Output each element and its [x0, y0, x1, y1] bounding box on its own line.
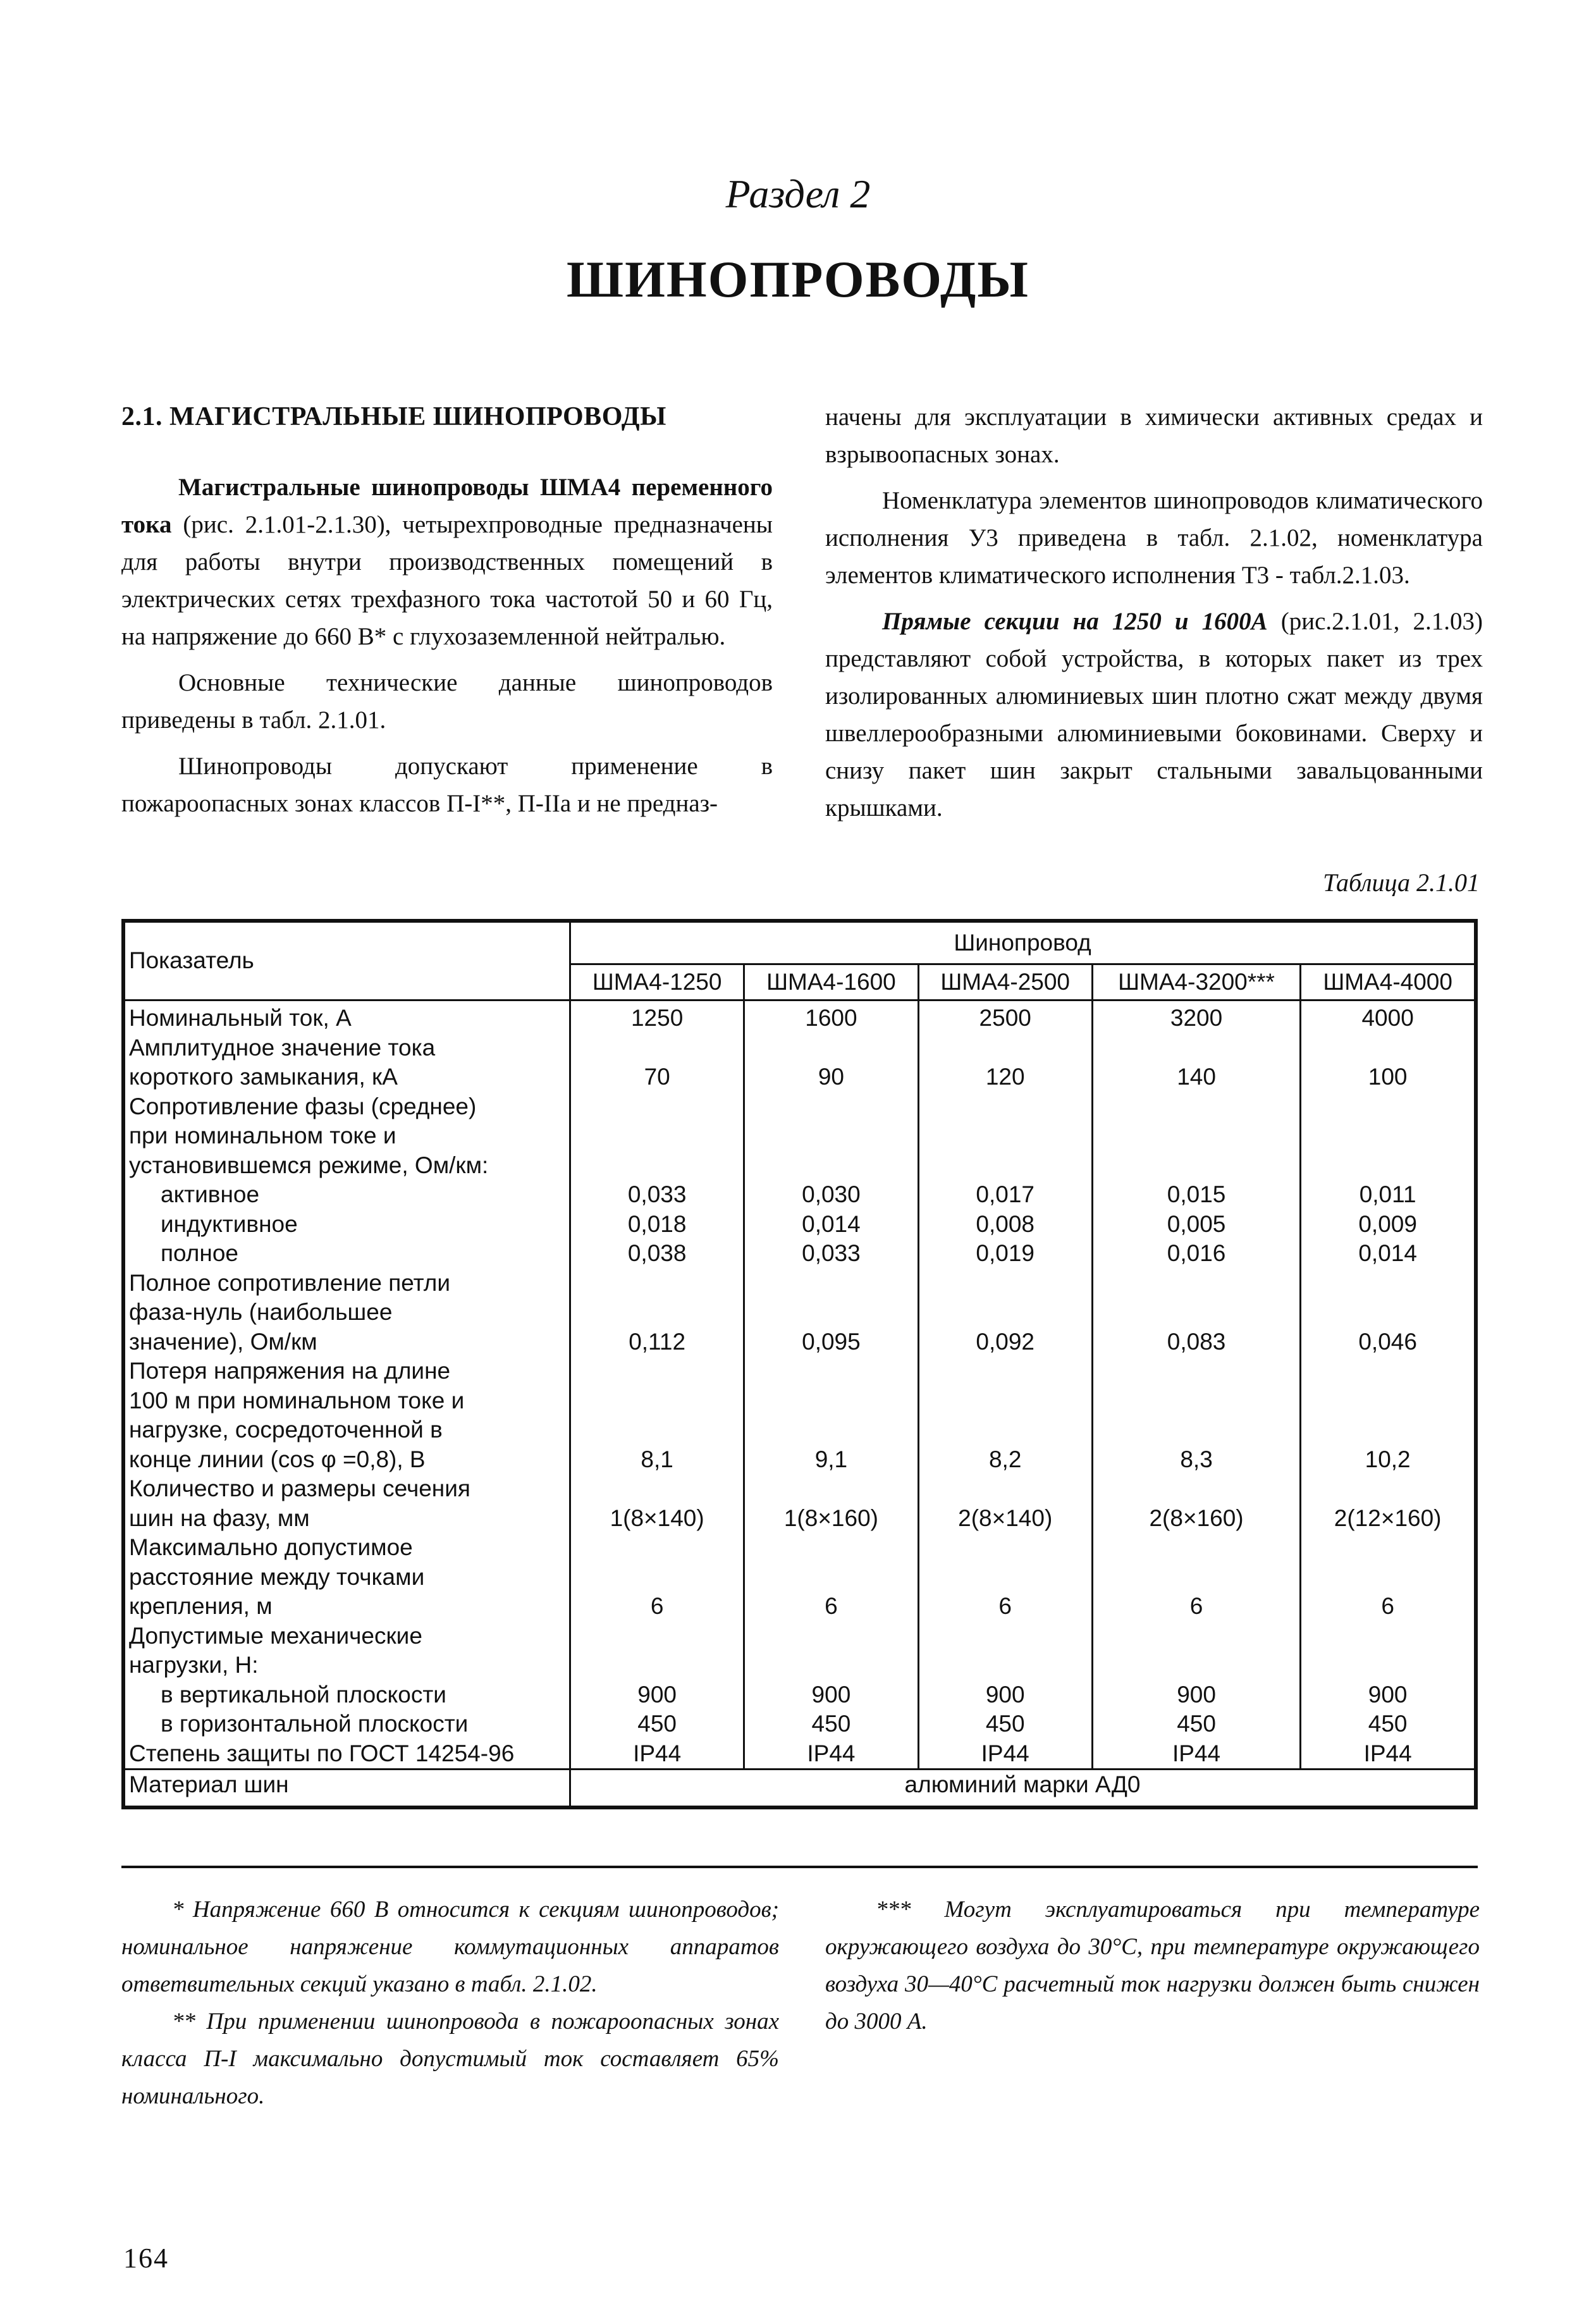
table-row: [123, 1680, 1476, 1710]
cell-value: [1301, 1151, 1476, 1181]
row-label: Потеря напряжения на длине: [123, 1357, 570, 1386]
cell-value: 9,1: [744, 1445, 918, 1475]
table-row-material: [123, 1770, 1476, 1808]
row-label: конце линии (cos φ =0,8), В: [123, 1445, 570, 1475]
cell-value: 120: [918, 1062, 1092, 1092]
table-caption: Таблица 2.1.01: [1323, 868, 1480, 897]
table-row: [123, 1504, 1476, 1534]
cell-value: [918, 1151, 1092, 1181]
busway-spec-table: [121, 919, 1478, 1809]
paragraph-straight-sections: [825, 603, 1483, 827]
table-row: [123, 1622, 1476, 1651]
row-label: установившемся режиме, Ом/км:: [123, 1151, 570, 1181]
cell-value: [744, 1386, 918, 1416]
cell-value: IP44: [1092, 1739, 1300, 1770]
cell-value: 900: [744, 1680, 918, 1710]
cell-value: [1092, 1386, 1300, 1416]
cell-value: 2500: [918, 1000, 1092, 1033]
cell-value: 0,092: [918, 1327, 1092, 1357]
cell-value: 0,017: [918, 1180, 1092, 1210]
cell-value: [1092, 1298, 1300, 1327]
table-row: [123, 1563, 1476, 1592]
cell-value: 900: [918, 1680, 1092, 1710]
row-label: фаза-нуль (наибольшее: [123, 1298, 570, 1327]
cell-value: 450: [918, 1709, 1092, 1739]
cell-value: [1301, 1033, 1476, 1063]
cell-value: [1092, 1563, 1300, 1592]
cell-value: 2(8×140): [918, 1504, 1092, 1534]
cell-value: 140: [1092, 1062, 1300, 1092]
row-label: 100 м при номинальном токе и: [123, 1386, 570, 1416]
row-label: значение), Ом/км: [123, 1327, 570, 1357]
cell-value: [918, 1298, 1092, 1327]
footnote-temperature: *** Могут эксплуатироваться при температуре окружающего воздуха до 30°С, при температуре окружающего воздуха 30—40°С расчетный ток нагрузки должен быть снижен до 3000 А.: [825, 1897, 1480, 2035]
row-label: Амплитудное значение тока: [123, 1033, 570, 1063]
cell-value: [918, 1033, 1092, 1063]
cell-value: 1250: [570, 1000, 744, 1033]
cell-value: IP44: [918, 1739, 1092, 1770]
cell-value: [744, 1269, 918, 1298]
table-row: [123, 1239, 1476, 1269]
cell-value: 2(12×160): [1301, 1504, 1476, 1534]
cell-value: 0,019: [918, 1239, 1092, 1269]
table-row: [123, 1210, 1476, 1240]
cell-value: 0,033: [744, 1239, 918, 1269]
cell-value: [1092, 1121, 1300, 1151]
cell-value: [1301, 1386, 1476, 1416]
material-value: алюминий марки АД0: [570, 1770, 1476, 1808]
table-row: [123, 1357, 1476, 1386]
table-row: [123, 1739, 1476, 1770]
cell-value: 0,014: [744, 1210, 918, 1240]
cell-value: 100: [1301, 1062, 1476, 1092]
table-row: [123, 1062, 1476, 1092]
cell-value: [744, 1474, 918, 1504]
table-row: [123, 1000, 1476, 1033]
row-label: Количество и размеры сечения: [123, 1474, 570, 1504]
cell-value: [1092, 1269, 1300, 1298]
cell-value: [570, 1386, 744, 1416]
row-label: в горизонтальной плоскости: [123, 1709, 570, 1739]
cell-value: [744, 1533, 918, 1563]
cell-value: [570, 1533, 744, 1563]
cell-value: 10,2: [1301, 1445, 1476, 1475]
cell-value: [1301, 1563, 1476, 1592]
paragraph-intro: [121, 469, 773, 655]
cell-value: 0,008: [918, 1210, 1092, 1240]
cell-value: [918, 1415, 1092, 1445]
table-row: [123, 1592, 1476, 1622]
cell-value: IP44: [570, 1739, 744, 1770]
table-row: [123, 1269, 1476, 1298]
table-row: [123, 1180, 1476, 1210]
cell-value: [1092, 1033, 1300, 1063]
table-row: [123, 1386, 1476, 1416]
cell-value: [744, 1563, 918, 1592]
cell-value: 0,018: [570, 1210, 744, 1240]
table-row: [123, 1121, 1476, 1151]
cell-value: 450: [744, 1709, 918, 1739]
cell-value: 0,038: [570, 1239, 744, 1269]
cell-value: [918, 1386, 1092, 1416]
table-row: [123, 1298, 1476, 1327]
cell-value: [570, 1651, 744, 1680]
paragraph-nomenclature: Номенклатура элементов шинопроводов климатического исполнения У3 приведена в табл. 2.1.02, номенклатура элементов климатического исполнения Т3 - табл.2.1.03.: [825, 487, 1483, 589]
row-label: шин на фазу, мм: [123, 1504, 570, 1534]
cell-value: [1092, 1622, 1300, 1651]
cell-value: 1(8×160): [744, 1504, 918, 1534]
cell-value: [918, 1269, 1092, 1298]
cell-value: [918, 1563, 1092, 1592]
cell-value: [570, 1033, 744, 1063]
row-label: короткого замыкания, кА: [123, 1062, 570, 1092]
cell-value: [570, 1269, 744, 1298]
cell-value: [570, 1357, 744, 1386]
cell-value: [744, 1651, 918, 1680]
paragraph-fire-zones: Шинопроводы допускают применение в пожароопасных зонах классов П-I**, П-IIа и не предназ-: [121, 753, 773, 817]
cell-value: [918, 1357, 1092, 1386]
cell-value: [918, 1121, 1092, 1151]
cell-value: 6: [1301, 1592, 1476, 1622]
cell-value: 0,005: [1092, 1210, 1300, 1240]
cell-value: [1092, 1415, 1300, 1445]
cell-value: 900: [1301, 1680, 1476, 1710]
cell-value: [918, 1651, 1092, 1680]
cell-value: 0,015: [1092, 1180, 1300, 1210]
footnotes-left: [121, 1891, 779, 2115]
cell-value: 450: [1301, 1709, 1476, 1739]
page-number: 164: [123, 2243, 169, 2274]
row-label: крепления, м: [123, 1592, 570, 1622]
cell-value: [1092, 1357, 1300, 1386]
cell-value: [1092, 1533, 1300, 1563]
cell-value: 8,1: [570, 1445, 744, 1475]
cell-value: 0,030: [744, 1180, 918, 1210]
cell-value: 6: [918, 1592, 1092, 1622]
cell-value: [1301, 1533, 1476, 1563]
cell-value: [570, 1622, 744, 1651]
cell-value: 6: [570, 1592, 744, 1622]
cell-value: 8,3: [1092, 1445, 1300, 1475]
footnote-voltage: * Напряжение 660 В относится к секциям шинопроводов; номинальное напряжение коммутационных аппаратов ответвительных секций указано в табл. 2.1.02.: [121, 1897, 779, 1997]
cell-value: [1301, 1622, 1476, 1651]
cell-value: 0,014: [1301, 1239, 1476, 1269]
header-model: ШМА4-2500: [918, 964, 1092, 1000]
row-label: индуктивное: [123, 1210, 570, 1240]
cell-value: [744, 1092, 918, 1122]
cell-value: 90: [744, 1062, 918, 1092]
cell-value: [1092, 1092, 1300, 1122]
cell-value: [744, 1121, 918, 1151]
cell-value: [744, 1415, 918, 1445]
table-row: [123, 1533, 1476, 1563]
paragraph-intro-body: (рис. 2.1.01-2.1.30), четырехпроводные предназначены для работы внутри производственных помещений в электрических сетях трехфазного тока частотой 50 и 60 Гц, на напряжение до 660 В* с глухозаземленной нейтралью.: [121, 511, 773, 650]
cell-value: [570, 1474, 744, 1504]
cell-value: [918, 1622, 1092, 1651]
cell-value: [1301, 1357, 1476, 1386]
cell-value: [744, 1033, 918, 1063]
row-label: нагрузки, Н:: [123, 1651, 570, 1680]
row-label: Полное сопротивление петли: [123, 1269, 570, 1298]
cell-value: [570, 1298, 744, 1327]
cell-value: 6: [1092, 1592, 1300, 1622]
row-label: полное: [123, 1239, 570, 1269]
cell-value: 3200: [1092, 1000, 1300, 1033]
cell-value: [1301, 1298, 1476, 1327]
table-row: [123, 1033, 1476, 1063]
cell-value: 900: [570, 1680, 744, 1710]
left-text-column: [121, 398, 773, 822]
cell-value: [1301, 1474, 1476, 1504]
header-indicator: Показатель: [123, 921, 570, 1000]
cell-value: 0,016: [1092, 1239, 1300, 1269]
cell-value: [1301, 1651, 1476, 1680]
paragraph-straight-sections-body: (рис.2.1.01, 2.1.03) представляют собой устройства, в которых пакет из трех изолированных алюминиевых шин плотно сжат между двумя швеллерообразными алюминиевыми боковинами. Сверху и снизу пакет шин закрыт стальными завальцованными крышками.: [825, 608, 1483, 822]
cell-value: [744, 1298, 918, 1327]
right-text-column: [825, 398, 1483, 827]
row-label: Сопротивление фазы (среднее): [123, 1092, 570, 1122]
cell-value: 0,033: [570, 1180, 744, 1210]
table-row: [123, 1327, 1476, 1357]
row-label: Максимально допустимое: [123, 1533, 570, 1563]
header-model: ШМА4-4000: [1301, 964, 1476, 1000]
cell-value: [918, 1474, 1092, 1504]
row-label: при номинальном токе и: [123, 1121, 570, 1151]
cell-value: 6: [744, 1592, 918, 1622]
cell-value: [1092, 1151, 1300, 1181]
footnote-fire-zone: ** При применении шинопровода в пожароопасных зонах класса П-I максимально допустимый ток составляет 65% номинального.: [121, 2009, 779, 2109]
cell-value: [570, 1151, 744, 1181]
header-model: ШМА4-3200***: [1092, 964, 1300, 1000]
paragraph-intro-lead: Магистральные шинопроводы ШМА4 переменного тока: [121, 474, 773, 538]
cell-value: 8,2: [918, 1445, 1092, 1475]
cell-value: 1600: [744, 1000, 918, 1033]
cell-value: 900: [1092, 1680, 1300, 1710]
table-row: [123, 1092, 1476, 1122]
header-busway-group: Шинопровод: [570, 921, 1476, 964]
row-label: активное: [123, 1180, 570, 1210]
cell-value: 70: [570, 1062, 744, 1092]
cell-value: [1301, 1415, 1476, 1445]
row-label: Номинальный ток, А: [123, 1000, 570, 1033]
cell-value: [744, 1357, 918, 1386]
row-label: Материал шин: [123, 1770, 570, 1808]
table-row: [123, 1445, 1476, 1475]
table-row: [123, 1151, 1476, 1181]
cell-value: 1(8×140): [570, 1504, 744, 1534]
cell-value: [1301, 1121, 1476, 1151]
subsection-heading: 2.1. МАГИСТРАЛЬНЫЕ ШИНОПРОВОДЫ: [121, 402, 666, 431]
cell-value: [744, 1622, 918, 1651]
cell-value: 0,112: [570, 1327, 744, 1357]
cell-value: [570, 1092, 744, 1122]
header-model: ШМА4-1600: [744, 964, 918, 1000]
cell-value: [1092, 1651, 1300, 1680]
cell-value: IP44: [1301, 1739, 1476, 1770]
cell-value: 0,011: [1301, 1180, 1476, 1210]
section-title: ШИНОПРОВОДЫ: [567, 250, 1029, 308]
paragraph-straight-sections-lead: Прямые секции на 1250 и 1600А: [882, 608, 1268, 635]
row-label: расстояние между точками: [123, 1563, 570, 1592]
cell-value: [570, 1121, 744, 1151]
cell-value: 2(8×160): [1092, 1504, 1300, 1534]
cell-value: 0,083: [1092, 1327, 1300, 1357]
cell-value: 0,046: [1301, 1327, 1476, 1357]
row-label: нагрузке, сосредоточенной в: [123, 1415, 570, 1445]
cell-value: 4000: [1301, 1000, 1476, 1033]
table-row: [123, 1709, 1476, 1739]
footnotes-right: [825, 1891, 1480, 2040]
row-label: Допустимые механические: [123, 1622, 570, 1651]
cell-value: [1301, 1269, 1476, 1298]
cell-value: [570, 1415, 744, 1445]
cell-value: 450: [1092, 1709, 1300, 1739]
cell-value: 0,009: [1301, 1210, 1476, 1240]
footnote-divider: [121, 1866, 1478, 1868]
cell-value: [918, 1533, 1092, 1563]
table-body: [123, 1000, 1476, 1808]
paragraph-tech-data: Основные технические данные шинопроводов приведены в табл. 2.1.01.: [121, 669, 773, 734]
cell-value: [1092, 1474, 1300, 1504]
cell-value: 450: [570, 1709, 744, 1739]
cell-value: [1301, 1092, 1476, 1122]
table-row: [123, 1651, 1476, 1680]
cell-value: [918, 1092, 1092, 1122]
table-row: [123, 1474, 1476, 1504]
header-model: ШМА4-1250: [570, 964, 744, 1000]
row-label: Степень защиты по ГОСТ 14254-96: [123, 1739, 570, 1770]
row-label: в вертикальной плоскости: [123, 1680, 570, 1710]
cell-value: [744, 1151, 918, 1181]
section-label: Раздел 2: [725, 171, 871, 216]
cell-value: 0,095: [744, 1327, 918, 1357]
paragraph-continuation: начены для эксплуатации в химически активных средах и взрывоопасных зонах.: [825, 403, 1483, 468]
cell-value: IP44: [744, 1739, 918, 1770]
cell-value: [570, 1563, 744, 1592]
table-row: [123, 1415, 1476, 1445]
